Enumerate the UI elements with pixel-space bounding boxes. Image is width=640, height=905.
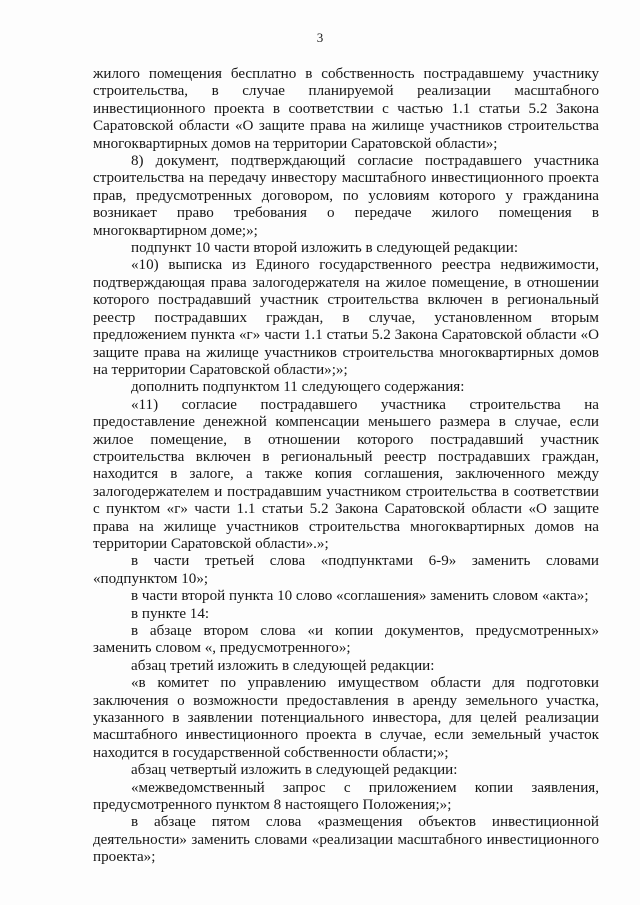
paragraph-12: «в комитет по управлению имуществом области для подготовки заключения о возможности предоставления в аренду земельного участка, указанного в заявлении потенциального инвестора, для целей реализации масштабного инвестиционного проекта в случае, если земельный участок находится в государственной собственности области;»; <box>93 675 599 761</box>
paragraph-4: «10) выписка из Единого государственного реестра недвижимости, подтверждающая права залогодержателя на жилое помещение, в отношении которого пострадавший участник строительства включен в региональный реестр пострадавших граждан, в случае, установленном вторым предложением пункта «г» части 1.1 статьи 5.2 Закона Саратовской области «О защите права на жилище участников строительства многоквартирных домов на территории Саратовской области»;»; <box>93 257 599 378</box>
paragraph-8: в части второй пункта 10 слово «соглашения» заменить словом «акта»; <box>131 588 589 605</box>
paragraph-15: в абзаце пятом слова «размещения объектов инвестиционной деятельности» заменить словами «реализации масштабного инвестиционного проекта»; <box>93 814 599 866</box>
document-body <box>93 66 599 867</box>
paragraph-5: дополнить подпунктом 11 следующего содержания: <box>131 379 465 396</box>
paragraph-2: 8) документ, подтверждающий согласие пострадавшего участника строительства на передачу инвестору масштабного инвестиционного проекта прав, предусмотренных договором, по условиям которого у гражданина возникает право требования о передаче жилого помещения в многоквартирном доме;»; <box>93 153 599 239</box>
paragraph-6: «11) согласие пострадавшего участника строительства на предоставление денежной компенсации меньшего размера в случае, если жилое помещение, в отношении которого пострадавший участник строительства включен в региональный реестр пострадавших граждан, находится в залоге, а также копия соглашения, заключенного между залогодержателем и пострадавшим участником строительства в соответствии с пунктом «г» части 1.1 статьи 5.2 Закона Саратовской области «О защите права на жилище участников строительства многоквартирных домов на территории Саратовской области».»; <box>93 396 599 552</box>
paragraph-10: в абзаце втором слова «и копии документов, предусмотренных» заменить словом «, предусмотренного»; <box>93 623 599 657</box>
paragraph-9: в пункте 14: <box>131 605 210 622</box>
paragraph-14: «межведомственный запрос с приложением копии заявления, предусмотренного пунктом 8 настоящего Положения;»; <box>93 779 599 814</box>
paragraph-7: в части третьей слова «подпунктами 6-9» заменить словами «подпунктом 10»; <box>93 553 599 587</box>
paragraph-11: абзац третий изложить в следующей редакции: <box>131 657 435 674</box>
paragraph-13: абзац четвертый изложить в следующей редакции: <box>131 762 458 779</box>
paragraph-3: подпункт 10 части второй изложить в следующей редакции: <box>131 240 519 257</box>
paragraph-1: жилого помещения бесплатно в собственность пострадавшему участнику строительства, в случае планируемой реализации масштабного инвестиционного проекта в соответствии с частью 1.1 статьи 5.2 Закона Саратовской области «О защите права на жилище участников строительства многоквартирных домов на территории Саратовской области»; <box>93 66 599 152</box>
page-number: 3 <box>316 30 324 45</box>
